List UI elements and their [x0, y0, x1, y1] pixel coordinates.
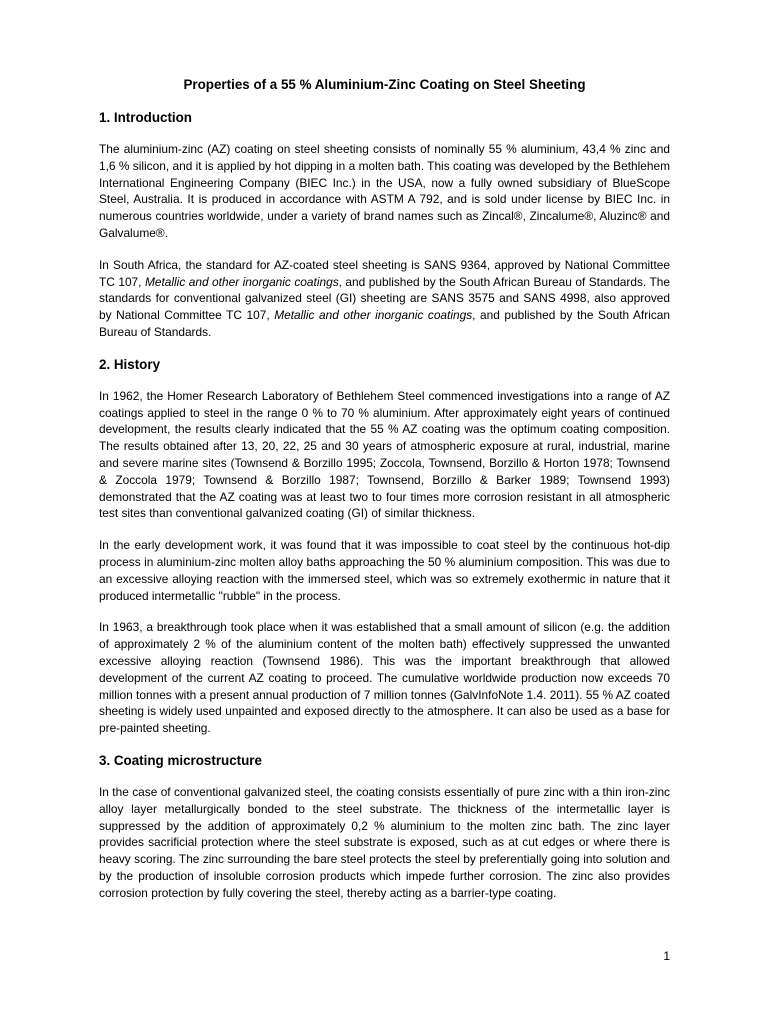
- paragraph: In South Africa, the standard for AZ-coated steel sheeting is SANS 9364, approved by National Committee TC 107, Metallic and other inorganic coatings, and published by the South African Bureau of Standards. The standards for conventional galvanized steel (GI) sheeting are SANS 3575 and SANS 4998, also approved by National Committee TC 107, Metallic and other inorganic coatings, and published by the South African Bureau of Standards.: [99, 257, 671, 339]
- section-heading-introduction: 1. Introduction: [99, 110, 192, 125]
- section-introduction: [99, 109, 670, 341]
- section-heading-history: 2. History: [99, 356, 161, 372]
- paragraph: In 1962, the Homer Research Laboratory of Bethlehem Steel commenced investigations into a range of AZ coatings applied to steel in the range 0 % to 70 % aluminium. After approximately eight years of continued development, the results clearly indicated that the 55 % AZ coating was the optimum coating composition. The results obtained after 13, 20, 22, 25 and 30 years of atmospheric exposure at rural, industrial, marine and severe marine sites (Townsend & Borzillo 1995; Zoccola, Townsend, Borzillo & Horton 1978; Townsend & Zoccola 1979; Townsend & Borzillo 1987; Townsend, Borzillo & Barker 1989; Townsend 1993) demonstrated that the AZ coating was at least two to four times more corrosion resistant in all atmospheric test sites than conventional galvanized coating (GI) of similar thickness.: [99, 388, 670, 521]
- paragraph: In the early development work, it was found that it was impossible to coat steel by the continuous hot-dip process in aluminium-zinc molten alloy baths approaching the 50 % aluminium composition. This was due to an excessive alloying reaction with the immersed steel, which was so extremely exothermic in nature that it produced intermetallic "rubble" in the process.: [99, 538, 670, 603]
- paragraph: The aluminium-zinc (AZ) coating on steel sheeting consists of nominally 55 % aluminium, 43,4 % zinc and 1,6 % silicon, and it is applied by hot dipping in a molten bath. This coating was developed by the Bethlehem International Engineering Company (BIEC Inc.) in the USA, now a fully owned subsidiary of BlueScope Steel, Australia. It is produced in accordance with ASTM A 792, and is sold under license by BIEC Inc. in numerous countries worldwide, under a variety of brand names such as Zincal®, Zincalume®, Aluzinc® and Galvalume®.: [99, 142, 670, 240]
- italic-title: Metallic and other inorganic coatings: [144, 274, 339, 289]
- italic-title: Metallic and other inorganic coatings: [274, 308, 473, 323]
- paragraph: In the case of conventional galvanized steel, the coating consists essentially of pure zinc with a thin iron-zinc alloy layer metallurgically bonded to the steel substrate. The thickness of the intermetallic layer is suppressed by the addition of approximately 0,2 % aluminium to the molten zinc bath. The zinc layer provides sacrificial protection where the steel substrate is exposed, such as at cut edges or where there is heavy scoring. The zinc surrounding the bare steel protects the steel by preferentially going into solution and by the production of insoluble corrosion products which impede further corrosion. The zinc also provides corrosion protection by fully covering the steel, thereby acting as a barrier-type coating.: [99, 784, 670, 900]
- paragraph: In 1963, a breakthrough took place when it was established that a small amount of silicon (e.g. the addition of approximately 2 % of the aluminium content of the molten bath) effectively suppressed the unwanted excessive alloying reaction (Townsend 1986). This was the important breakthrough that allowed development of the current AZ coating to proceed. The cumulative worldwide production now exceeds 70 million tonnes with a present annual production of 7 million tonnes (GalvInfoNote 1.4. 2011). 55 % AZ coated sheeting is widely used unpainted and exposed directly to the atmosphere. It can also be used as a base for pre-painted sheeting.: [99, 620, 670, 736]
- section-coating-microstructure: [99, 752, 670, 902]
- section-heading-coating-microstructure: 3. Coating microstructure: [99, 752, 262, 768]
- document-title: Properties of a 55 % Aluminium-Zinc Coating on Steel Sheeting: [183, 77, 586, 92]
- page-number: 1: [663, 949, 670, 963]
- section-history: [99, 356, 670, 737]
